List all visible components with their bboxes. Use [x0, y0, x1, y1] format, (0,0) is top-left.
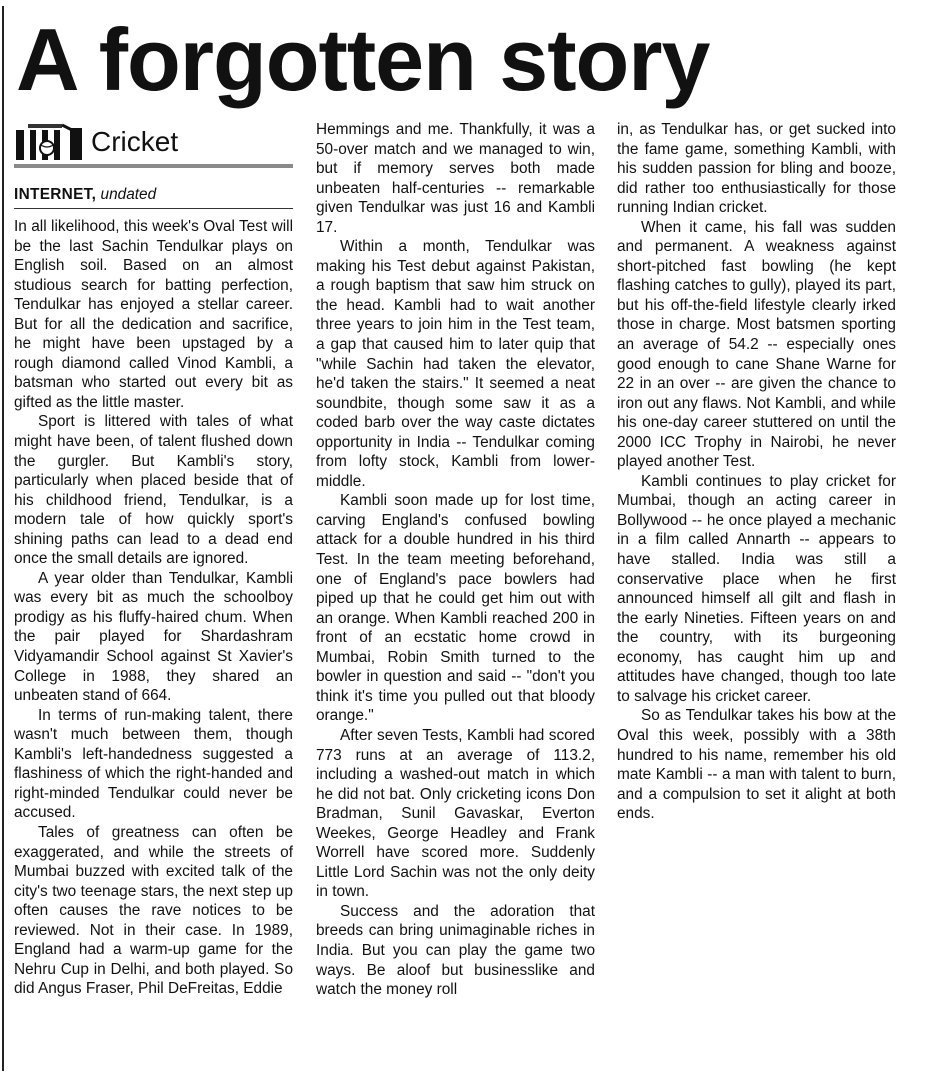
article-column-1 [14, 120, 293, 1073]
section-header [14, 120, 293, 168]
paragraph: Kambli soon made up for lost time, carving England's confused bowling attack for a double hundred in his third Test. In the team meeting beforehand, one of England's pace bowlers had piped up that he could get him out with an orange. When Kambli reached 200 in front of an ecstatic home crowd in Mumbai, Robin Smith turned to the bowler in question and said -- "don't you think it's time you pulled out that bloody orange." [316, 492, 595, 725]
dateline [14, 186, 293, 209]
article-column-2 [316, 120, 595, 1073]
paragraph: Success and the adoration that breeds can bring unimaginable riches in India. But you can play the game two ways. Be aloof but businesslike and watch the money roll [316, 902, 595, 999]
headline: A forgotten story [16, 10, 710, 109]
paragraph: Kambli continues to play cricket for Mumbai, though an acting career in Bollywood -- he once played a mechanic in a film called Annarth -- appears to have stalled. India was still a conservative place when he first announced himself all gilt and flash in the early Nineties. Fifteen years on and the country, with its burgeoning economy, has caught him up and attitudes have changed, though too late to salvage his cricket career. [617, 472, 896, 705]
cricket-stumps-bat-ball-icon [14, 122, 86, 162]
section-label: Cricket [91, 126, 179, 157]
paragraph: Sport is littered with tales of what might have been, of talent flushed down the gurgler. But Kambli's story, particularly when placed beside that of his childhood friend, Tendulkar, is a modern tale of how quickly sport's shining paths can lead to a dead end once the small details are ignored. [14, 413, 293, 568]
paragraph: So as Tendulkar takes his bow at the Oval this week, possibly with a 38th hundred to his name, remember his old mate Kambli -- a man with talent to burn, and a compulsion to set it alight at both ends. [617, 707, 896, 823]
paragraph: After seven Tests, Kambli had scored 773 runs at an average of 113.2, including a washed-out match in which he did not bat. Only cricketing icons Don Bradman, Sunil Gavaskar, Everton Weekes, George Headley and Frank Worrell have scored more. Suddenly Little Lord Sachin was not the only deity in town. [316, 726, 595, 901]
article-column-3 [617, 120, 896, 1073]
column-1-body [14, 217, 293, 999]
paragraph: When it came, his fall was sudden and permanent. A weakness against short-pitched fast bowling (he kept flashing catches to gully), played its part, but his off-the-field lifestyle clearly irked those in charge. Most batsmen sporting an average of 54.2 -- especially ones good enough to cane Shane Warne for 22 in an over -- are given the chance to iron out any flaws. Not Kambli, and while his one-day career stuttered on until the 2000 ICC Trophy in Nairobi, he never played another Test. [617, 218, 896, 471]
paragraph: Within a month, Tendulkar was making his Test debut against Pakistan, a rough baptism that saw him struck on the head. Kambli had to wait another three years to join him in the Test team, a gap that caused him to later quip that "while Sachin had taken the elevator, he'd taken the stairs." It seemed a neat soundbite, though some saw it as a coded barb over the way caste dictates opportunity in India -- Tendulkar coming from lofty stock, Kambli from lower-middle. [316, 238, 595, 490]
paragraph: Tales of greatness can often be exaggerated, and while the streets of Mumbai buzzed with excited talk of the city's two teenage stars, the next step up often causes the rave notices to be reviewed. Not in their case. In 1989, England had a warm-up game for the Nehru Cup in Delhi, and both played. So did Angus Fraser, Phil DeFreitas, Eddie [14, 823, 293, 998]
paragraph: in, as Tendulkar has, or get sucked into the fame game, something Kambli, with his sudden passion for bling and booze, did rather too enthusiastically for those running Indian cricket. [617, 121, 896, 217]
dateline-date: undated [100, 186, 157, 203]
dateline-city: INTERNET, [14, 186, 97, 203]
paragraph: In terms of run-making talent, there wasn't much between them, though Kambli's left-handedness suggested a flashiness of which the right-handed and right-minded Tendulkar could never be accused. [14, 706, 293, 822]
paragraph: Hemmings and me. Thankfully, it was a 50-over match and we managed to win, but if memory serves both made unbeaten half-centuries -- remarkable given Tendulkar was just 16 and Kambli 17. [316, 121, 595, 236]
left-column-rule [2, 6, 4, 1071]
paragraph: A year older than Tendulkar, Kambli was every bit as much the schoolboy prodigy as his fluffy-haired chum. When the pair played for Shardashram Vidyamandir School against St Xavier's College in 1988, they shared an unbeaten stand of 664. [14, 569, 293, 705]
paragraph: In all likelihood, this week's Oval Test will be the last Sachin Tendulkar plays on English soil. Based on an almost studious search for batting perfection, Tendulkar has enjoyed a stellar career. But for all the dedication and sacrifice, he might have been upstaged by a rough diamond called Vinod Kambli, a batsman who started out every bit as gifted as the little master. [14, 218, 293, 411]
